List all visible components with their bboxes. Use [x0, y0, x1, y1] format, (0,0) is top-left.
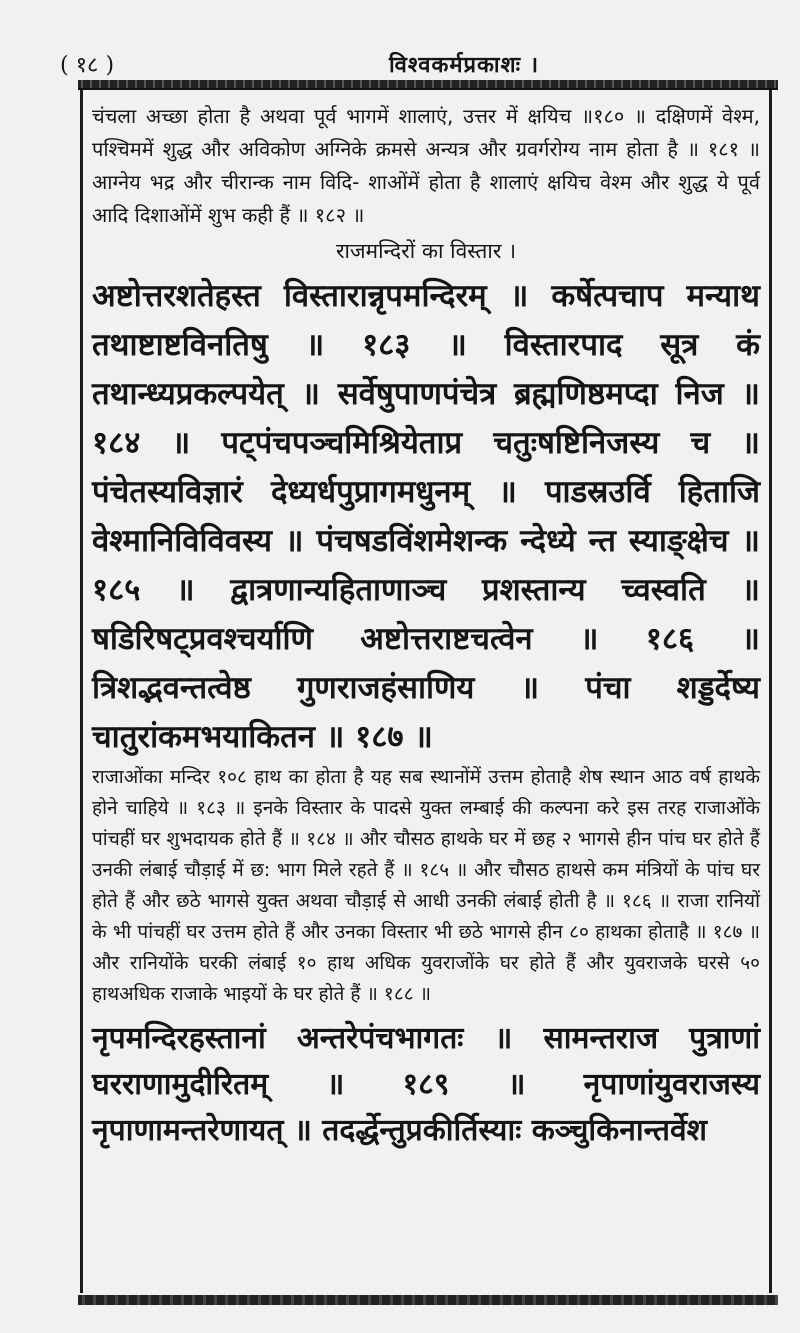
left-border [80, 90, 83, 1293]
commentary-paragraph: चंचला अच्छा होता है अथवा पूर्व भागमें शालाएं, उत्तर में क्षयिच ॥१८० ॥ दक्षिणमें वेश्म, पश्चिममें शुद्ध और अविकोण अग्निके क्रमसे अन्यत्र और ग्रवर्गरोग्य नाम होता है ॥ १८१ ॥ आग्नेय भद्र और चीरान्क नाम विदि- शाओंमें होता है शालाएं क्षयिच वेश्म और शुद्ध ये पूर्व आदि दिशाओंमें शुभ कही हैं ॥ १८२ ॥ [92, 104, 760, 227]
page-number: ( १८ ) [60, 53, 115, 78]
page-content [92, 100, 760, 1154]
sanskrit-verse-2: नृपमन्दिरहस्तानां अन्तरेपंचभागतः ॥ सामन्तराज पुत्राणां घरराणामुदीरितम् ॥ १८९ ॥ नृपाणांयुवराजस्य नृपाणामन्तरेणायत् ॥ तदर्द्धेन्तुप्रकीर्तिस्याः कञ्चुकिनान्तर्वेश [92, 1021, 760, 1148]
commentary-paragraph-2: राजाओंका मन्दिर १०८ हाथ का होता है यह सब स्थानोंमें उत्तम होताहै शेष स्थान आठ वर्ष हाथके होने चाहिये ॥ १८३ ॥ इनके विस्तार के पादसे युक्त लम्बाई की कल्पना करे इस तरह राजाओंके पांचहीं घर शुभदायक होते हैं ॥ १८४ ॥ और चौसठ हाथके घर में छह २ भागसे हीन पांच घर होते हैं उनकी लंबाई चौड़ाई में छ: भाग मिले रहते हैं ॥ १८५ ॥ और चौसठ हाथसे कम मंत्रियों के पांच घर होते हैं और छठे भागसे युक्त अथवा चौड़ाई से आधी उनकी लंबाई होती है ॥ १८६ ॥ राजा रानियों के भी पांचहीं घर उत्तम होते हैं और उनका विस्तार भी छठे भागसे हीन ८० हाथका होताहै ॥ १८७ ॥ और रानियोंके घरकी लंबाई १० हाथ अधिक युवराजोंके घर होते हैं और युवराजके घरसे ५० हाथअधिक राजाके भाइयों के घर होते हैं ॥ १८८ ॥ [92, 766, 760, 1005]
page-header [60, 50, 748, 78]
header-rule [78, 80, 778, 90]
sanskrit-verse: अष्टोत्तरशतेहस्त विस्तारान्नृपमन्दिरम् ॥ कर्षेत्पचाप मन्याथ तथाष्टाष्टविनतिषु ॥ १८३ ॥ विस्तारपाद सूत्र कं तथान्ध्यप्रकल्पयेत् ॥ सर्वेषुपाणपंचेत्र ब्रह्मणिष्ठमप्दा निज ॥ १८४ ॥ पट्पंचपञ्चमिश्रियेताप्र चतुःषष्टिनिजस्य च ॥ पंचेतस्यविज्ञारं देध्यर्धपुप्रागमधुनम् ॥ पाडस्रउर्वि हिताजि वेश्मानिविविवस्य ॥ पंचषडविंशमेशन्क न्देध्ये न्त स्याङ्क्षेच ॥ १८५ ॥ द्वात्रणान्यहिताणाञ्च प्रशस्तान्य च्वस्वति ॥ षडिरिषट्प्रवश्चर्याणि अष्टोत्तराष्टचत्वेन ॥ १८६ ॥ त्रिशद्भवन्तत्वेष्ठ गुणराजहंसाणिय ॥ पंचा शड्डर्देष्य चातुरांकमभयाकितन ॥ १८७ ॥ [92, 278, 760, 755]
footer-rule [78, 1295, 778, 1305]
section-heading: राजमन्दिरों का विस्तार । [335, 239, 517, 263]
running-title: विश्वकर्मप्रकाशः । [388, 52, 540, 78]
right-border [769, 90, 772, 1293]
